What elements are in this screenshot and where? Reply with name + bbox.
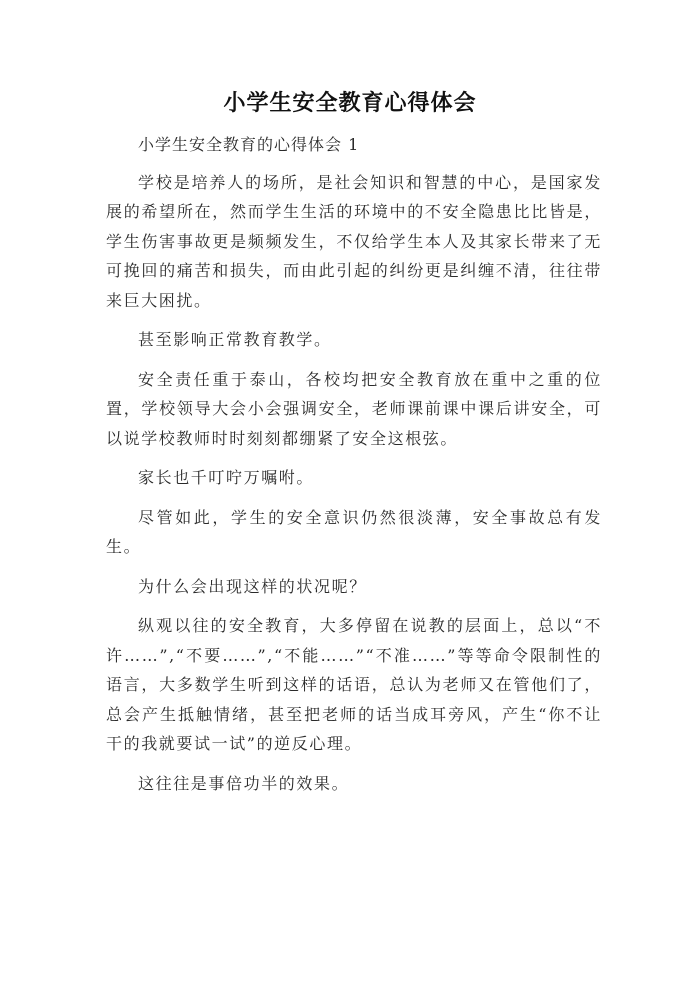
paragraph: 甚至影响正常教育教学。	[138, 330, 332, 349]
paragraph: 纵观以往的安全教育，大多停留在说教的层面上，总以“不许……”,“不要……”,“不能……”“不准……”等等命令限制性的语言，大多数学生听到这样的话语，总认为老师又在管他们了，总会产生抵触情绪，甚至把老师的话当成耳旁风，产生“你不让干的我就要试一试”的逆反心理。	[106, 616, 602, 753]
document-title: 小学生安全教育心得体会	[223, 91, 477, 116]
paragraph: 安全责任重于泰山，各校均把安全教育放在重中之重的位置，学校领导大会小会强调安全，老师课前课中课后讲安全，可以说学校教师时时刻刻都绷紧了安全这根弦。	[106, 369, 602, 448]
paragraph: 尽管如此，学生的安全意识仍然很淡薄，安全事故总有发生。	[106, 507, 602, 556]
paragraph: 学校是培养人的场所，是社会知识和智慧的中心，是国家发展的希望所在，然而学生生活的环境中的不安全隐患比比皆是，学生伤害事故更是频频发生，不仅给学生本人及其家长带来了无可挽回的痛苦和损失，而由此引起的纠纷更是纠缠不清，往往带来巨大困扰。	[106, 172, 602, 310]
paragraph: 为什么会出现这样的状况呢？	[138, 576, 367, 596]
section-subtitle: 小学生安全教育的心得体会 1	[138, 135, 360, 154]
document-body	[106, 130, 602, 808]
paragraph: 家长也千叮咛万嘱咐。	[138, 468, 315, 487]
paragraph: 这往往是事倍功半的效果。	[138, 773, 350, 793]
